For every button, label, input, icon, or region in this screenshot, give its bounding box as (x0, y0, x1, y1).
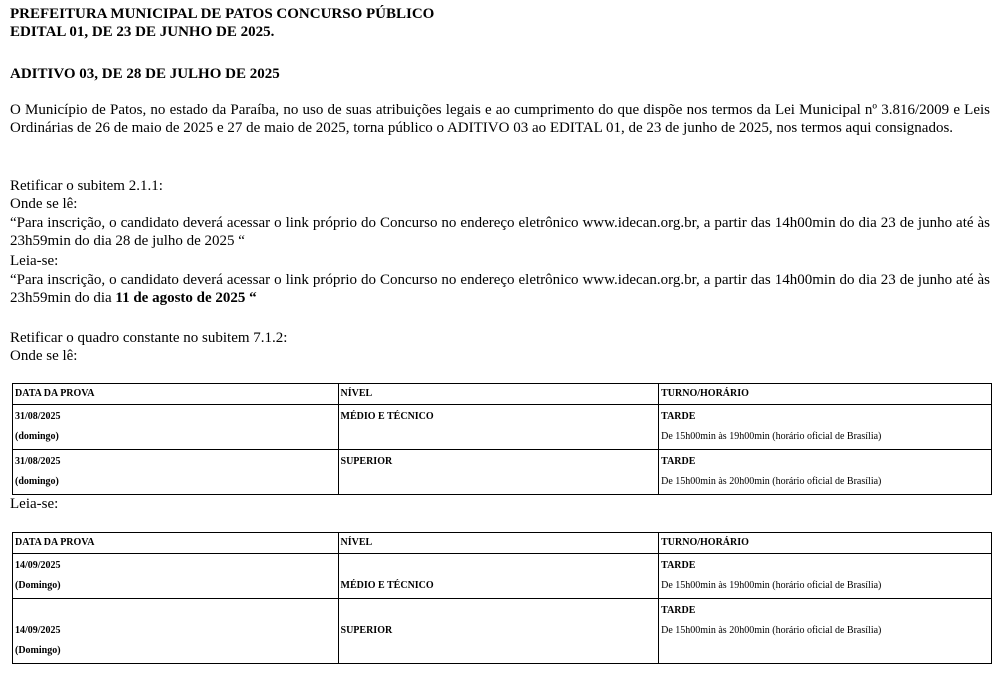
section1-onde-text: “Para inscrição, o candidato deverá acessar o link próprio do Concurso no endereço eletrônico www.idecan.org.br, a partir das 14h00min do dia 23 de junho até às 23h59min do dia 28 de julho de 2025 “ (10, 215, 990, 249)
date-text: 31/08/2025 (15, 456, 61, 467)
section2-onde-label: Onde se lê: (10, 348, 78, 364)
table-cell-date (13, 405, 339, 450)
table-cell-level: MÉDIO E TÉCNICO (338, 405, 659, 450)
table-cell-turno (659, 405, 992, 450)
header-data-prova: DATA DA PROVA (13, 384, 339, 405)
intro-paragraph: O Município de Patos, no estado da Paraíba, no uso de suas atribuições legais e ao cumprimento do que dispõe nos termos da Lei Municipal nº 3.816/2009 e Leis Ordinárias de 26 de maio de 2025 e 27 de maio de 2025, torna público o ADITIVO 03 ao EDITAL 01, de 23 de junho de 2025, nos termos aqui consignados. (10, 102, 990, 136)
table-row (13, 599, 992, 664)
header-nivel: NÍVEL (338, 384, 659, 405)
table-row (13, 450, 992, 495)
date-text: 31/08/2025 (15, 411, 61, 422)
section1-leia-label: Leia-se: (10, 253, 59, 269)
horario-text: De 15h00min às 20h00min (horário oficial de Brasília) (661, 625, 882, 636)
table-cell-turno (659, 450, 992, 495)
table-cell-date (13, 554, 339, 599)
turno-text: TARDE (661, 605, 696, 616)
table-row (13, 405, 992, 450)
table-cell-turno (659, 599, 992, 664)
day-text: (domingo) (15, 431, 59, 442)
date-text: 14/09/2025 (15, 560, 61, 571)
turno-text: TARDE (661, 560, 696, 571)
day-text: (Domingo) (15, 645, 61, 656)
day-text: (domingo) (15, 476, 59, 487)
turno-text: TARDE (661, 456, 696, 467)
section2-leia-label: Leia-se: (10, 496, 59, 512)
table-row (13, 554, 992, 599)
document-title-line2: EDITAL 01, DE 23 DE JUNHO DE 2025. (10, 24, 275, 40)
section1-heading: Retificar o subitem 2.1.1: (10, 178, 163, 194)
header-data-prova: DATA DA PROVA (13, 533, 339, 554)
section2-heading: Retificar o quadro constante no subitem 7.1.2: (10, 330, 288, 346)
section1-leia-text-date: 11 de agosto de 2025 “ (115, 290, 257, 306)
aditivo-heading: ADITIVO 03, DE 28 DE JULHO DE 2025 (10, 66, 280, 82)
date-text: 14/09/2025 (15, 625, 61, 636)
section1-leia-text-prefix: “Para inscrição, o candidato deverá acessar o link próprio do Concurso no endereço eletrônico www.idecan.org.br, a partir das 14h00min do dia 23 de junho até às 23h59min do dia (10, 272, 990, 306)
document-title-line1: PREFEITURA MUNICIPAL DE PATOS CONCURSO PÚBLICO (10, 6, 435, 22)
table-cell-date (13, 599, 339, 664)
table-header-row (13, 384, 992, 405)
cell-spacer (661, 641, 989, 661)
level-text: MÉDIO E TÉCNICO (340, 580, 434, 591)
table-cell-level: SUPERIOR (338, 599, 659, 664)
horario-text: De 15h00min às 19h00min (horário oficial de Brasília) (661, 431, 882, 442)
horario-text: De 15h00min às 19h00min (horário oficial de Brasília) (661, 580, 882, 591)
table-cell-level: SUPERIOR (338, 450, 659, 495)
section1-leia-text (10, 271, 990, 307)
day-text: (Domingo) (15, 580, 61, 591)
schedule-table-old (12, 383, 992, 495)
table-cell-date (13, 450, 339, 495)
table-header-row (13, 533, 992, 554)
header-turno-horario: TURNO/HORÁRIO (659, 533, 992, 554)
turno-text: TARDE (661, 411, 696, 422)
schedule-table-new (12, 532, 992, 664)
section1-onde-label: Onde se lê: (10, 196, 78, 212)
table-cell-level (338, 554, 659, 599)
horario-text: De 15h00min às 20h00min (horário oficial de Brasília) (661, 476, 882, 487)
table-cell-turno (659, 554, 992, 599)
header-nivel: NÍVEL (338, 533, 659, 554)
header-turno-horario: TURNO/HORÁRIO (659, 384, 992, 405)
